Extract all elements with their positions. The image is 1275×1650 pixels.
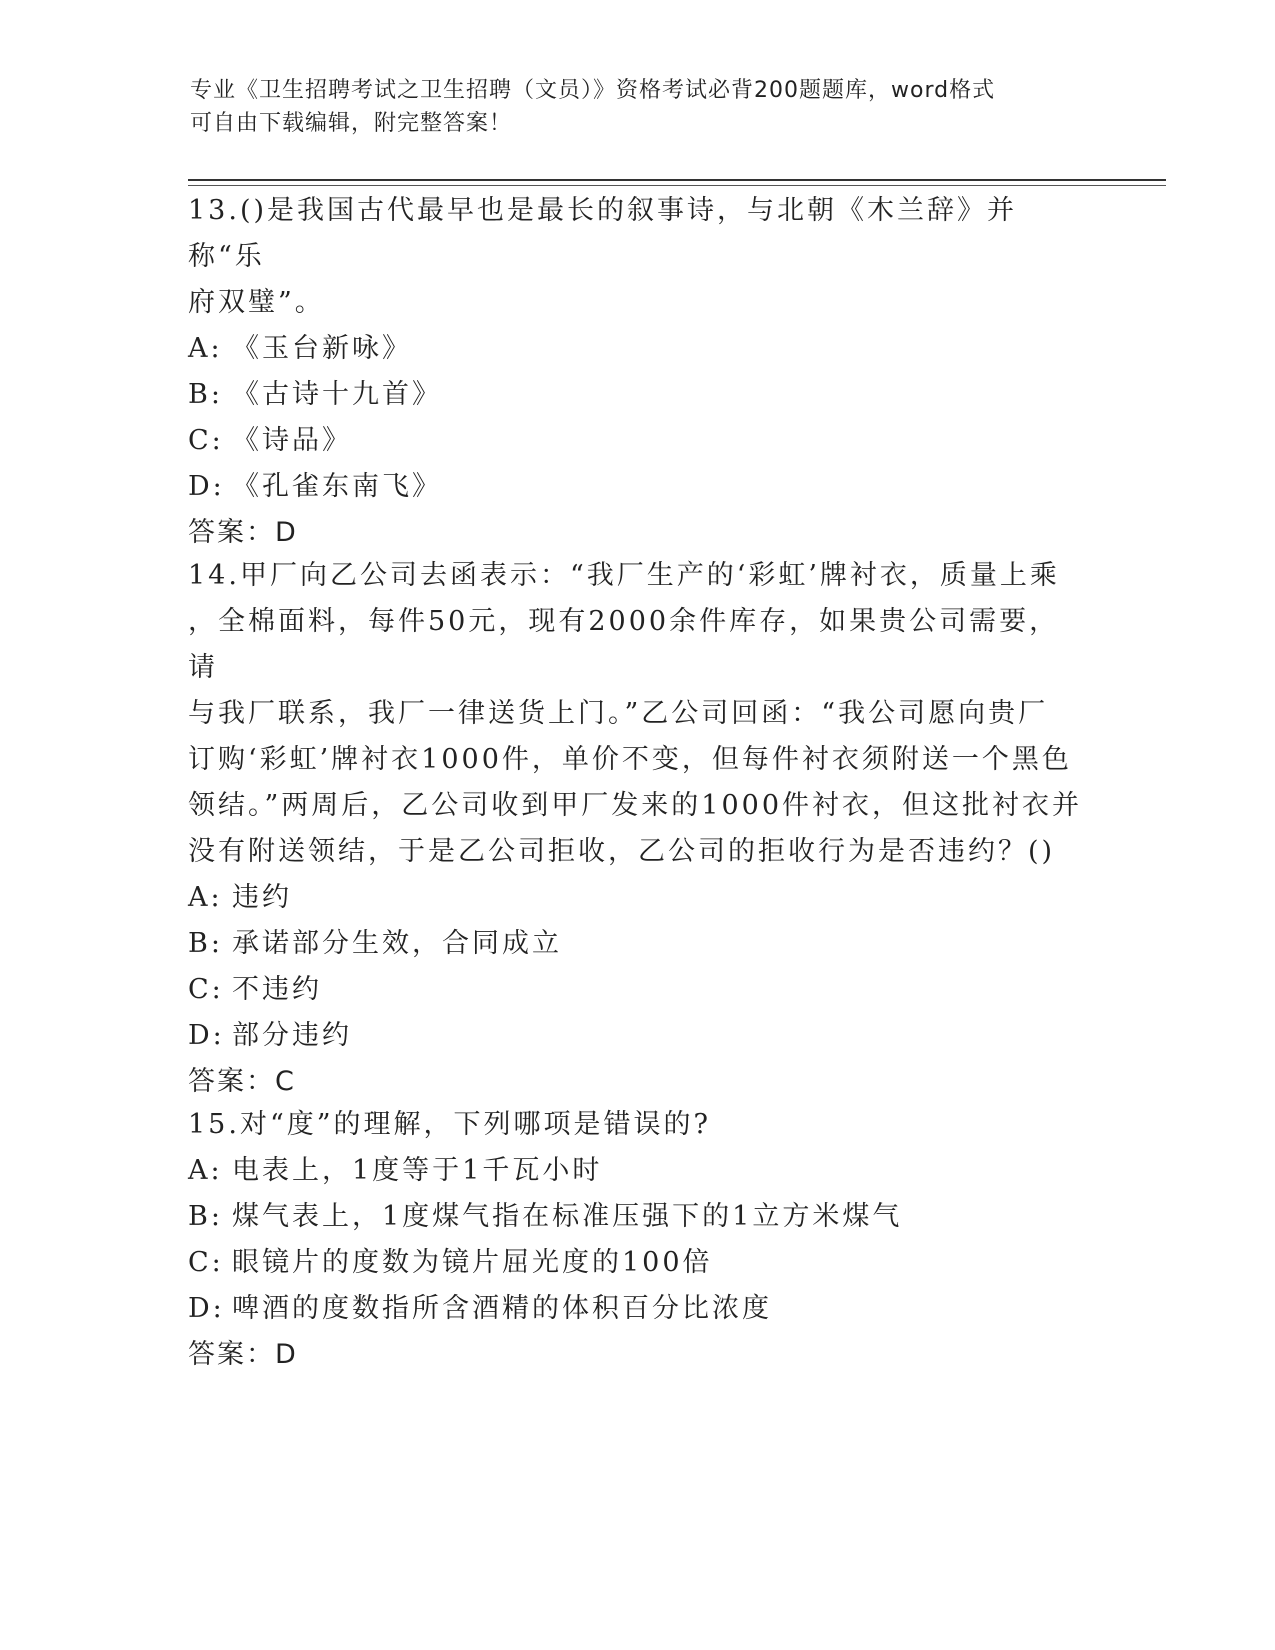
option-b: [188, 1194, 1088, 1240]
question-15: [188, 1102, 1088, 1378]
option-d: [188, 464, 1088, 510]
option-a: [188, 1148, 1088, 1194]
option-text: 《孔雀东南飞》: [232, 471, 442, 502]
option-text: 电表上，1度等于1千瓦小时: [232, 1155, 603, 1186]
answer-line: 答案：C: [188, 1066, 296, 1097]
question-stem-line: 没有附送领结，于是乙公司拒收，乙公司的拒收行为是否违约？(): [188, 836, 1056, 867]
option-text: 违约: [232, 882, 292, 913]
header-divider-thin: [188, 185, 1166, 186]
question-14: [188, 553, 1088, 1105]
question-stem-line: ，全棉面料，每件50元，现有2000余件库存，如果贵公司需要，请: [188, 606, 1060, 683]
option-c: [188, 418, 1088, 464]
question-stem-line: 13.()是我国古代最早也是最长的叙事诗，与北朝《木兰辞》并称“乐: [188, 195, 1018, 272]
option-text: 眼镜片的度数为镜片屈光度的100倍: [232, 1247, 713, 1278]
header-divider-thick: [188, 179, 1166, 181]
option-b: [188, 372, 1088, 418]
question-stem-line: 15.对“度”的理解，下列哪项是错误的?: [188, 1109, 712, 1140]
option-text: 煤气表上，1度煤气指在标准压强下的1立方米煤气: [232, 1201, 903, 1232]
option-letter: A:: [188, 882, 223, 913]
option-letter: D:: [188, 1293, 225, 1324]
option-letter: B:: [188, 1201, 223, 1232]
option-letter: A:: [188, 1155, 223, 1186]
question-stem-line: 14.甲厂向乙公司去函表示：“我厂生产的‘彩虹’牌衬衣，质量上乘: [188, 560, 1060, 591]
option-letter: C:: [188, 1247, 224, 1278]
option-d: [188, 1013, 1088, 1059]
header-line-1: 专业《卫生招聘考试之卫生招聘（文员）》资格考试必背200题题库，word格式: [190, 78, 996, 103]
option-letter: D:: [188, 471, 225, 502]
answer-line: 答案：D: [188, 1339, 298, 1370]
option-letter: B:: [188, 928, 223, 959]
question-stem-line: 订购‘彩虹’牌衬衣1000件，单价不变，但每件衬衣须附送一个黑色: [188, 744, 1072, 775]
option-text: 《古诗十九首》: [232, 379, 442, 410]
question-stem-line: 府双璧”。: [188, 287, 325, 318]
option-text: 《诗品》: [232, 425, 352, 456]
option-c: [188, 967, 1088, 1013]
option-c: [188, 1240, 1088, 1286]
option-d: [188, 1286, 1088, 1332]
option-text: 《玉台新咏》: [232, 333, 412, 364]
question-stem-line: 领结。”两周后，乙公司收到甲厂发来的1000件衬衣，但这批衬衣并: [188, 790, 1083, 821]
option-text: 不违约: [232, 974, 322, 1005]
option-a: [188, 875, 1088, 921]
answer-line: 答案：D: [188, 517, 298, 548]
option-letter: C:: [188, 974, 224, 1005]
option-letter: B:: [188, 379, 223, 410]
option-letter: C:: [188, 425, 224, 456]
option-b: [188, 921, 1088, 967]
option-text: 啤酒的度数指所含酒精的体积百分比浓度: [232, 1293, 772, 1324]
option-a: [188, 326, 1088, 372]
option-letter: D:: [188, 1020, 225, 1051]
question-stem-line: 与我厂联系，我厂一律送货上门。”乙公司回函：“我公司愿向贵厂: [188, 698, 1049, 729]
document-header: [190, 74, 1080, 140]
question-13: [188, 188, 1088, 556]
option-text: 承诺部分生效，合同成立: [232, 928, 562, 959]
option-letter: A:: [188, 333, 223, 364]
option-text: 部分违约: [232, 1020, 352, 1051]
header-line-2: 可自由下载编辑，附完整答案！: [190, 111, 513, 136]
